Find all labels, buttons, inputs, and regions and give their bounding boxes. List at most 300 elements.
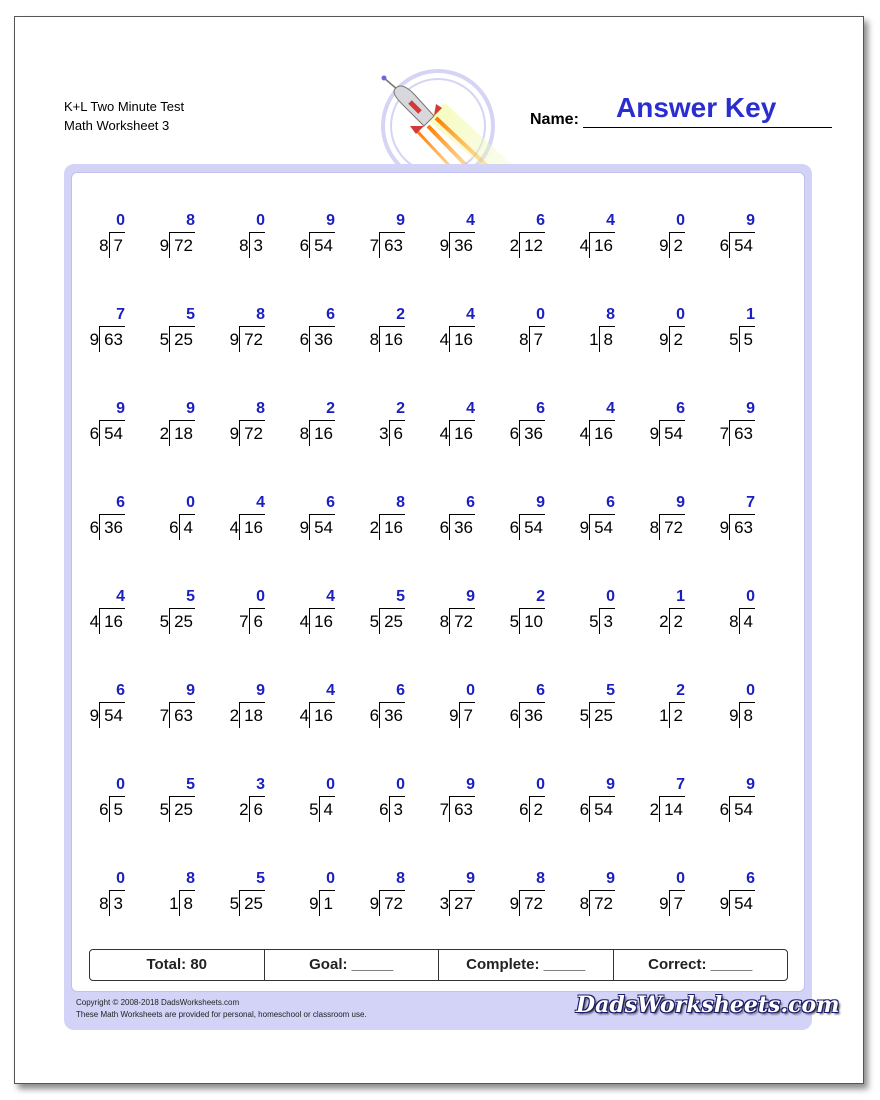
divisor: 5 — [369, 612, 380, 631]
brand-logo: DadsWorksheets.com — [576, 992, 840, 1018]
division-problem — [125, 210, 195, 260]
division-bracket — [440, 420, 475, 448]
division-problem — [475, 868, 545, 918]
division-bracket — [300, 420, 335, 448]
division-problem — [545, 680, 615, 730]
division-problem — [405, 774, 475, 824]
quotient-answer: 0 — [676, 212, 685, 229]
dividend: 3 — [389, 796, 405, 822]
dividend: 7 — [459, 702, 475, 728]
division-bracket — [440, 232, 475, 260]
quotient-answer: 7 — [676, 776, 685, 793]
dividend: 72 — [449, 608, 475, 634]
quotient-answer: 2 — [396, 306, 405, 323]
dividend: 8 — [739, 702, 755, 728]
quotient-answer: 9 — [466, 588, 475, 605]
divisor: 7 — [719, 424, 730, 443]
division-bracket — [440, 514, 475, 542]
division-bracket — [160, 326, 195, 354]
division-bracket — [99, 796, 125, 824]
division-bracket — [580, 702, 615, 730]
division-problem — [55, 586, 125, 636]
quotient-answer: 9 — [116, 400, 125, 417]
title-line-1: K+L Two Minute Test — [64, 99, 185, 114]
division-bracket — [160, 420, 195, 448]
division-problem — [195, 586, 265, 636]
quotient-answer: 0 — [116, 776, 125, 793]
quotient-answer: 5 — [606, 682, 615, 699]
division-problem — [405, 398, 475, 448]
dividend: 3 — [249, 232, 265, 258]
dividend: 63 — [729, 514, 755, 540]
division-problem — [615, 868, 685, 918]
dividend: 2 — [669, 232, 685, 258]
divisor: 4 — [299, 706, 310, 725]
division-bracket — [589, 608, 615, 636]
quotient-answer: 1 — [676, 588, 685, 605]
dividend: 63 — [99, 326, 125, 352]
division-bracket — [160, 608, 195, 636]
division-problem — [195, 774, 265, 824]
division-problem — [545, 492, 615, 542]
goal-cell: Goal: _____ — [264, 950, 439, 980]
divisor: 5 — [229, 894, 240, 913]
division-bracket — [99, 232, 125, 260]
dividend: 36 — [519, 702, 545, 728]
dividend: 2 — [669, 326, 685, 352]
divisor: 1 — [169, 894, 179, 913]
quotient-answer: 0 — [536, 776, 545, 793]
dividend: 25 — [169, 796, 195, 822]
dividend: 14 — [659, 796, 685, 822]
divisor: 8 — [519, 330, 529, 349]
copyright-line-2: These Math Worksheets are provided for personal, homeschool or classroom use. — [76, 1010, 367, 1019]
division-bracket — [519, 326, 545, 354]
divisor: 5 — [589, 612, 599, 631]
divisor: 6 — [719, 236, 730, 255]
division-bracket — [239, 232, 265, 260]
quotient-answer: 4 — [466, 306, 475, 323]
dividend: 72 — [589, 890, 615, 916]
quotient-answer: 3 — [256, 776, 265, 793]
division-bracket — [650, 796, 685, 824]
divisor: 6 — [719, 800, 730, 819]
division-bracket — [160, 232, 195, 260]
division-problem — [405, 680, 475, 730]
division-problem — [335, 774, 405, 824]
division-bracket — [729, 608, 755, 636]
division-problem — [195, 398, 265, 448]
division-problem — [475, 304, 545, 354]
divisor: 4 — [439, 330, 450, 349]
dividend: 54 — [519, 514, 545, 540]
division-problem — [335, 304, 405, 354]
division-bracket — [659, 702, 685, 730]
score-bar — [89, 949, 788, 981]
dividend: 3 — [109, 890, 125, 916]
quotient-answer: 4 — [326, 588, 335, 605]
quotient-answer: 9 — [466, 870, 475, 887]
division-problem — [55, 774, 125, 824]
division-bracket — [659, 608, 685, 636]
division-problem — [265, 304, 335, 354]
divisor: 9 — [579, 518, 590, 537]
division-problem — [125, 586, 195, 636]
divisor: 2 — [159, 424, 170, 443]
quotient-answer: 9 — [746, 776, 755, 793]
division-problem — [55, 492, 125, 542]
divisor: 6 — [439, 518, 450, 537]
dividend: 16 — [449, 326, 475, 352]
dividend: 25 — [169, 608, 195, 634]
division-bracket — [659, 326, 685, 354]
dividend: 25 — [239, 890, 265, 916]
dividend: 16 — [449, 420, 475, 446]
quotient-answer: 9 — [186, 682, 195, 699]
division-problem — [265, 680, 335, 730]
dividend: 5 — [739, 326, 755, 352]
divisor: 9 — [299, 518, 310, 537]
division-bracket — [659, 232, 685, 260]
dividend: 27 — [449, 890, 475, 916]
quotient-answer: 2 — [396, 400, 405, 417]
quotient-answer: 0 — [116, 870, 125, 887]
quotient-answer: 1 — [746, 306, 755, 323]
dividend: 6 — [249, 608, 265, 634]
division-problem — [685, 774, 755, 824]
dividend: 36 — [309, 326, 335, 352]
dividend: 72 — [519, 890, 545, 916]
quotient-answer: 6 — [116, 682, 125, 699]
dividend: 25 — [169, 326, 195, 352]
division-bracket — [580, 890, 615, 918]
division-problem — [405, 210, 475, 260]
division-problem — [55, 210, 125, 260]
division-problem — [335, 680, 405, 730]
quotient-answer: 7 — [116, 306, 125, 323]
divisor: 9 — [659, 330, 669, 349]
division-problem — [685, 210, 755, 260]
name-label: Name: — [530, 111, 579, 128]
quotient-answer: 6 — [466, 494, 475, 511]
division-bracket — [720, 420, 755, 448]
divisor: 6 — [579, 800, 590, 819]
dividend: 72 — [169, 232, 195, 258]
division-bracket — [440, 326, 475, 354]
divisor: 9 — [229, 330, 240, 349]
division-bracket — [379, 796, 405, 824]
division-bracket — [580, 232, 615, 260]
complete-cell: Complete: _____ — [438, 950, 613, 980]
dividend: 54 — [99, 420, 125, 446]
division-bracket — [370, 326, 405, 354]
dividend: 54 — [99, 702, 125, 728]
dividend: 54 — [729, 796, 755, 822]
dividend: 3 — [599, 608, 615, 634]
name-underline — [583, 127, 832, 128]
division-problem — [55, 304, 125, 354]
title-line-2: Math Worksheet 3 — [64, 118, 170, 133]
dividend: 7 — [109, 232, 125, 258]
copyright-notice — [76, 997, 367, 1021]
divisor: 6 — [509, 518, 520, 537]
quotient-answer: 7 — [746, 494, 755, 511]
divisor: 9 — [369, 894, 380, 913]
division-bracket — [720, 796, 755, 824]
division-bracket — [650, 514, 685, 542]
division-bracket — [370, 232, 405, 260]
division-bracket — [720, 232, 755, 260]
division-bracket — [169, 514, 195, 542]
quotient-answer: 0 — [536, 306, 545, 323]
division-bracket — [379, 420, 405, 448]
division-bracket — [90, 326, 125, 354]
divisor: 4 — [579, 236, 590, 255]
division-problem — [685, 680, 755, 730]
division-problem — [685, 868, 755, 918]
divisor: 4 — [89, 612, 100, 631]
division-problem — [685, 492, 755, 542]
division-problem — [475, 492, 545, 542]
division-problem — [685, 586, 755, 636]
divisor: 6 — [89, 518, 100, 537]
quotient-answer: 5 — [396, 588, 405, 605]
quotient-answer: 6 — [326, 494, 335, 511]
division-problem — [405, 304, 475, 354]
division-problem — [125, 868, 195, 918]
division-bracket — [729, 326, 755, 354]
quotient-answer: 0 — [606, 588, 615, 605]
division-bracket — [160, 796, 195, 824]
dividend: 63 — [169, 702, 195, 728]
division-bracket — [239, 608, 265, 636]
divisor: 8 — [649, 518, 660, 537]
divisor: 9 — [659, 236, 669, 255]
dividend: 16 — [309, 702, 335, 728]
divisor: 2 — [649, 800, 660, 819]
dividend: 16 — [589, 420, 615, 446]
division-bracket — [230, 420, 265, 448]
divisor: 2 — [509, 236, 520, 255]
division-bracket — [510, 702, 545, 730]
divisor: 6 — [299, 236, 310, 255]
quotient-answer: 0 — [676, 306, 685, 323]
division-problem — [475, 680, 545, 730]
division-problem — [335, 492, 405, 542]
divisor: 5 — [159, 330, 170, 349]
quotient-answer: 6 — [746, 870, 755, 887]
dividend: 18 — [239, 702, 265, 728]
quotient-answer: 0 — [676, 870, 685, 887]
dividend: 2 — [529, 796, 545, 822]
division-bracket — [90, 702, 125, 730]
quotient-answer: 9 — [536, 494, 545, 511]
quotient-answer: 8 — [186, 870, 195, 887]
division-bracket — [370, 608, 405, 636]
division-bracket — [720, 514, 755, 542]
division-bracket — [720, 890, 755, 918]
division-problem — [265, 868, 335, 918]
division-problem — [55, 398, 125, 448]
divisor: 6 — [509, 706, 520, 725]
quotient-answer: 0 — [256, 212, 265, 229]
divisor: 4 — [579, 424, 590, 443]
quotient-answer: 6 — [396, 682, 405, 699]
division-problem — [615, 492, 685, 542]
quotient-answer: 0 — [746, 682, 755, 699]
dividend: 5 — [109, 796, 125, 822]
dividend: 54 — [309, 232, 335, 258]
divisor: 9 — [729, 706, 739, 725]
divisor: 1 — [589, 330, 599, 349]
division-problem — [335, 586, 405, 636]
quotient-answer: 9 — [186, 400, 195, 417]
division-problem — [615, 398, 685, 448]
dividend: 18 — [169, 420, 195, 446]
dividend: 2 — [669, 608, 685, 634]
dividend: 36 — [449, 232, 475, 258]
divisor: 5 — [729, 330, 739, 349]
division-bracket — [230, 890, 265, 918]
quotient-answer: 6 — [676, 400, 685, 417]
dividend: 54 — [589, 796, 615, 822]
dividend: 16 — [379, 326, 405, 352]
dividend: 7 — [529, 326, 545, 352]
division-problem — [55, 680, 125, 730]
division-bracket — [729, 702, 755, 730]
division-problem — [475, 398, 545, 448]
division-problem — [615, 304, 685, 354]
divisor: 8 — [439, 612, 450, 631]
divisor: 6 — [509, 424, 520, 443]
divisor: 8 — [299, 424, 310, 443]
division-problem — [125, 774, 195, 824]
division-bracket — [300, 702, 335, 730]
divisor: 6 — [169, 518, 179, 537]
dividend: 72 — [239, 326, 265, 352]
quotient-answer: 2 — [676, 682, 685, 699]
divisor: 4 — [229, 518, 240, 537]
divisor: 7 — [369, 236, 380, 255]
divisor: 3 — [379, 424, 389, 443]
division-problem — [475, 210, 545, 260]
quotient-answer: 4 — [606, 400, 615, 417]
divisor: 8 — [239, 236, 249, 255]
division-problem — [615, 210, 685, 260]
dividend: 54 — [309, 514, 335, 540]
division-bracket — [440, 796, 475, 824]
division-problem — [545, 868, 615, 918]
quotient-answer: 9 — [676, 494, 685, 511]
quotient-answer: 6 — [536, 212, 545, 229]
divisor: 7 — [239, 612, 249, 631]
dividend: 2 — [669, 702, 685, 728]
dividend: 16 — [309, 608, 335, 634]
divisor: 3 — [439, 894, 450, 913]
division-problem — [615, 586, 685, 636]
divisor: 5 — [159, 800, 170, 819]
divisor: 8 — [99, 894, 109, 913]
divisor: 6 — [299, 330, 310, 349]
dividend: 54 — [729, 890, 755, 916]
division-bracket — [90, 608, 125, 636]
dividend: 16 — [99, 608, 125, 634]
divisor: 9 — [89, 330, 100, 349]
quotient-answer: 6 — [536, 682, 545, 699]
division-bracket — [580, 420, 615, 448]
divisor: 7 — [439, 800, 450, 819]
division-bracket — [309, 890, 335, 918]
division-problem — [195, 492, 265, 542]
division-problem — [685, 304, 755, 354]
division-problem — [545, 398, 615, 448]
division-problem — [265, 774, 335, 824]
division-problem — [405, 868, 475, 918]
divisor: 9 — [309, 894, 319, 913]
divisor: 6 — [519, 800, 529, 819]
divisor: 9 — [649, 424, 660, 443]
division-problem — [615, 680, 685, 730]
divisor: 9 — [509, 894, 520, 913]
dividend: 12 — [519, 232, 545, 258]
dividend: 16 — [589, 232, 615, 258]
quotient-answer: 0 — [256, 588, 265, 605]
division-problem — [615, 774, 685, 824]
dividend: 6 — [249, 796, 265, 822]
dividend: 16 — [239, 514, 265, 540]
dividend: 72 — [239, 420, 265, 446]
dividend: 1 — [319, 890, 335, 916]
divisor: 5 — [309, 800, 319, 819]
quotient-answer: 8 — [606, 306, 615, 323]
division-bracket — [160, 702, 195, 730]
quotient-answer: 0 — [746, 588, 755, 605]
division-bracket — [370, 702, 405, 730]
copyright-line-1: Copyright © 2008-2018 DadsWorksheets.com — [76, 998, 240, 1007]
name-field — [530, 92, 832, 128]
dividend: 63 — [379, 232, 405, 258]
dividend: 63 — [449, 796, 475, 822]
division-problem — [405, 492, 475, 542]
quotient-answer: 6 — [536, 400, 545, 417]
dividend: 36 — [99, 514, 125, 540]
division-bracket — [90, 420, 125, 448]
divisor: 2 — [369, 518, 380, 537]
division-bracket — [239, 796, 265, 824]
quotient-answer: 4 — [116, 588, 125, 605]
divisor: 2 — [239, 800, 249, 819]
division-problem — [265, 398, 335, 448]
quotient-answer: 2 — [536, 588, 545, 605]
division-problem — [545, 774, 615, 824]
quotient-answer: 9 — [606, 870, 615, 887]
quotient-answer: 5 — [186, 776, 195, 793]
dividend: 54 — [589, 514, 615, 540]
quotient-answer: 6 — [606, 494, 615, 511]
quotient-answer: 8 — [256, 306, 265, 323]
divisor: 9 — [159, 236, 170, 255]
division-bracket — [519, 796, 545, 824]
division-problem — [125, 304, 195, 354]
dividend: 4 — [179, 514, 195, 540]
division-bracket — [650, 420, 685, 448]
division-bracket — [230, 326, 265, 354]
divisor: 8 — [579, 894, 590, 913]
divisor: 6 — [89, 424, 100, 443]
division-bracket — [370, 514, 405, 542]
dividend: 36 — [379, 702, 405, 728]
dividend: 16 — [379, 514, 405, 540]
